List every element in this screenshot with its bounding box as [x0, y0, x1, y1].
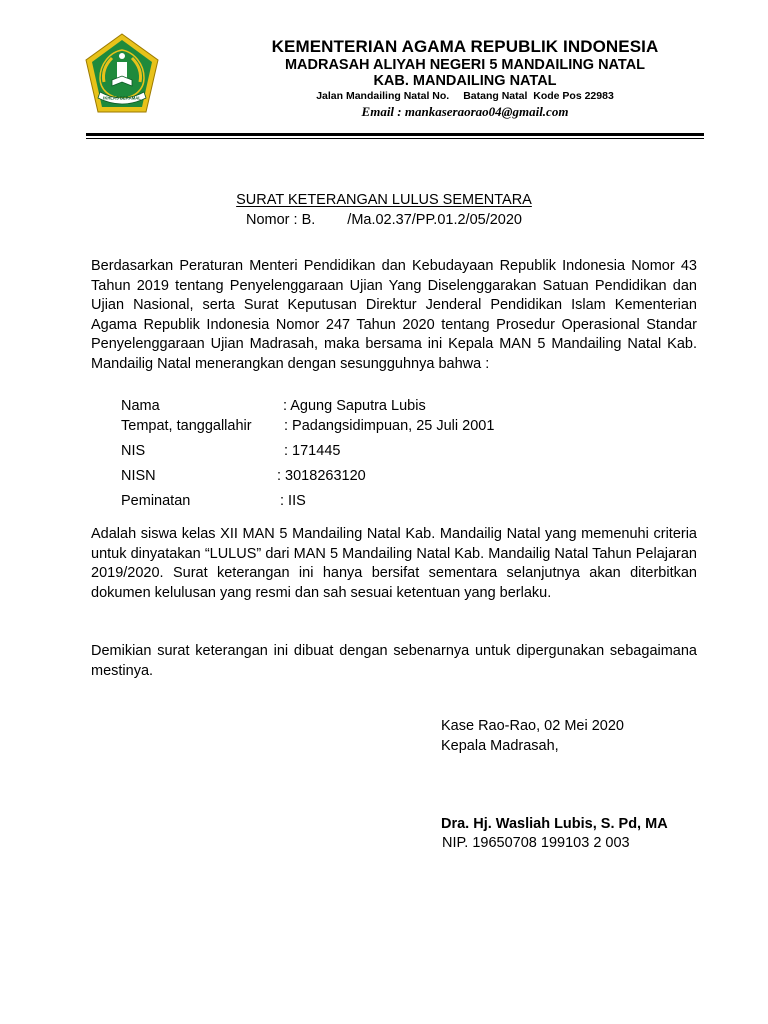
school-email: Email : mankaseraorao04@gmail.com: [361, 104, 569, 119]
school-address: [170, 90, 760, 102]
statement-paragraph: Adalah siswa kelas XII MAN 5 Mandailing Natal Kab. Mandailig Natal yang memenuhi criteria untuk dinyatakan “LULUS” dari MAN 5 Mandailing Natal Kab. Mandailig Natal Tahun Pelajaran 2019/2020. Surat keterangan ini hanya bersifat sementara selanjutnya akan diterbitkan dokumen kelulusan yang resmi dan sah sesuai ketentuan yang berlaku.: [91, 526, 697, 601]
school-name: MADRASAH ALIYAH NEGERI 5 MANDAILING NATAL: [284, 57, 646, 73]
student-name-label: Nama: [121, 398, 160, 414]
letterhead-divider: [86, 133, 704, 136]
student-nis-value: : 171445: [284, 443, 341, 459]
signature-place-date: Kase Rao-Rao, 02 Mei 2020: [441, 718, 624, 734]
student-name-value: : Agung Saputra Lubis: [283, 398, 426, 414]
letter-number-prefix: Nomor : B.: [246, 212, 316, 228]
address-street: Jalan Mandailing Natal No.: [316, 90, 450, 102]
kemenag-logo-icon: [82, 32, 162, 116]
logo-ribbon-text: IKHLAS BERAMAL: [103, 95, 141, 101]
letter-number: [0, 212, 768, 228]
student-birth-label: Tempat, tanggallahir: [121, 418, 252, 434]
address-city: Batang Natal: [463, 90, 528, 102]
student-major-value: : IIS: [280, 493, 306, 509]
student-nisn-label: NISN: [121, 468, 156, 484]
student-nis-label: NIS: [121, 443, 146, 459]
letter-title-text: SURAT KETERANGAN LULUS SEMENTARA: [236, 192, 532, 208]
region-name: KAB. MANDAILING NATAL: [373, 73, 557, 89]
signatory-nip: NIP. 19650708 199103 2 003: [442, 835, 630, 851]
signature-position: Kepala Madrasah,: [441, 738, 559, 754]
letter-title: [0, 192, 768, 208]
letterhead-divider-thin: [86, 138, 704, 139]
student-birth-value: : Padangsidimpuan, 25 Juli 2001: [284, 418, 495, 434]
letter-number-suffix: /Ma.02.37/PP.01.2/05/2020: [347, 212, 522, 228]
address-postal: Kode Pos 22983: [533, 90, 614, 102]
student-major-label: Peminatan: [121, 493, 191, 509]
closing-paragraph: Demikian surat keterangan ini dibuat dengan sebenarnya untuk dipergunakan sebagaimana mestinya.: [91, 643, 697, 679]
opening-paragraph: Berdasarkan Peraturan Menteri Pendidikan dan Kebudayaan Republik Indonesia Nomor 43 Tahun 2019 tentang Penyelenggaraan Ujian Yang Diselenggarakan Satuan Pendidikan dan Ujian Nasional, serta Surat Keputusan Direktur Jenderal Pendidikan Islam Kementerian Agama Republik Indonesia Nomor 247 Tahun 2020 tentang Prosedur Operasional Standar Penyelenggaraan Ujian Madrasah, maka bersama ini Kepala MAN 5 Mandailing Natal Kab. Mandailig Natal menerangkan dengan sesungguhnya bahwa :: [91, 258, 697, 372]
student-nisn-value: : 3018263120: [277, 468, 366, 484]
signatory-name: Dra. Hj. Wasliah Lubis, S. Pd, MA: [441, 816, 668, 832]
institution-name: KEMENTERIAN AGAMA REPUBLIK INDONESIA: [271, 37, 659, 56]
